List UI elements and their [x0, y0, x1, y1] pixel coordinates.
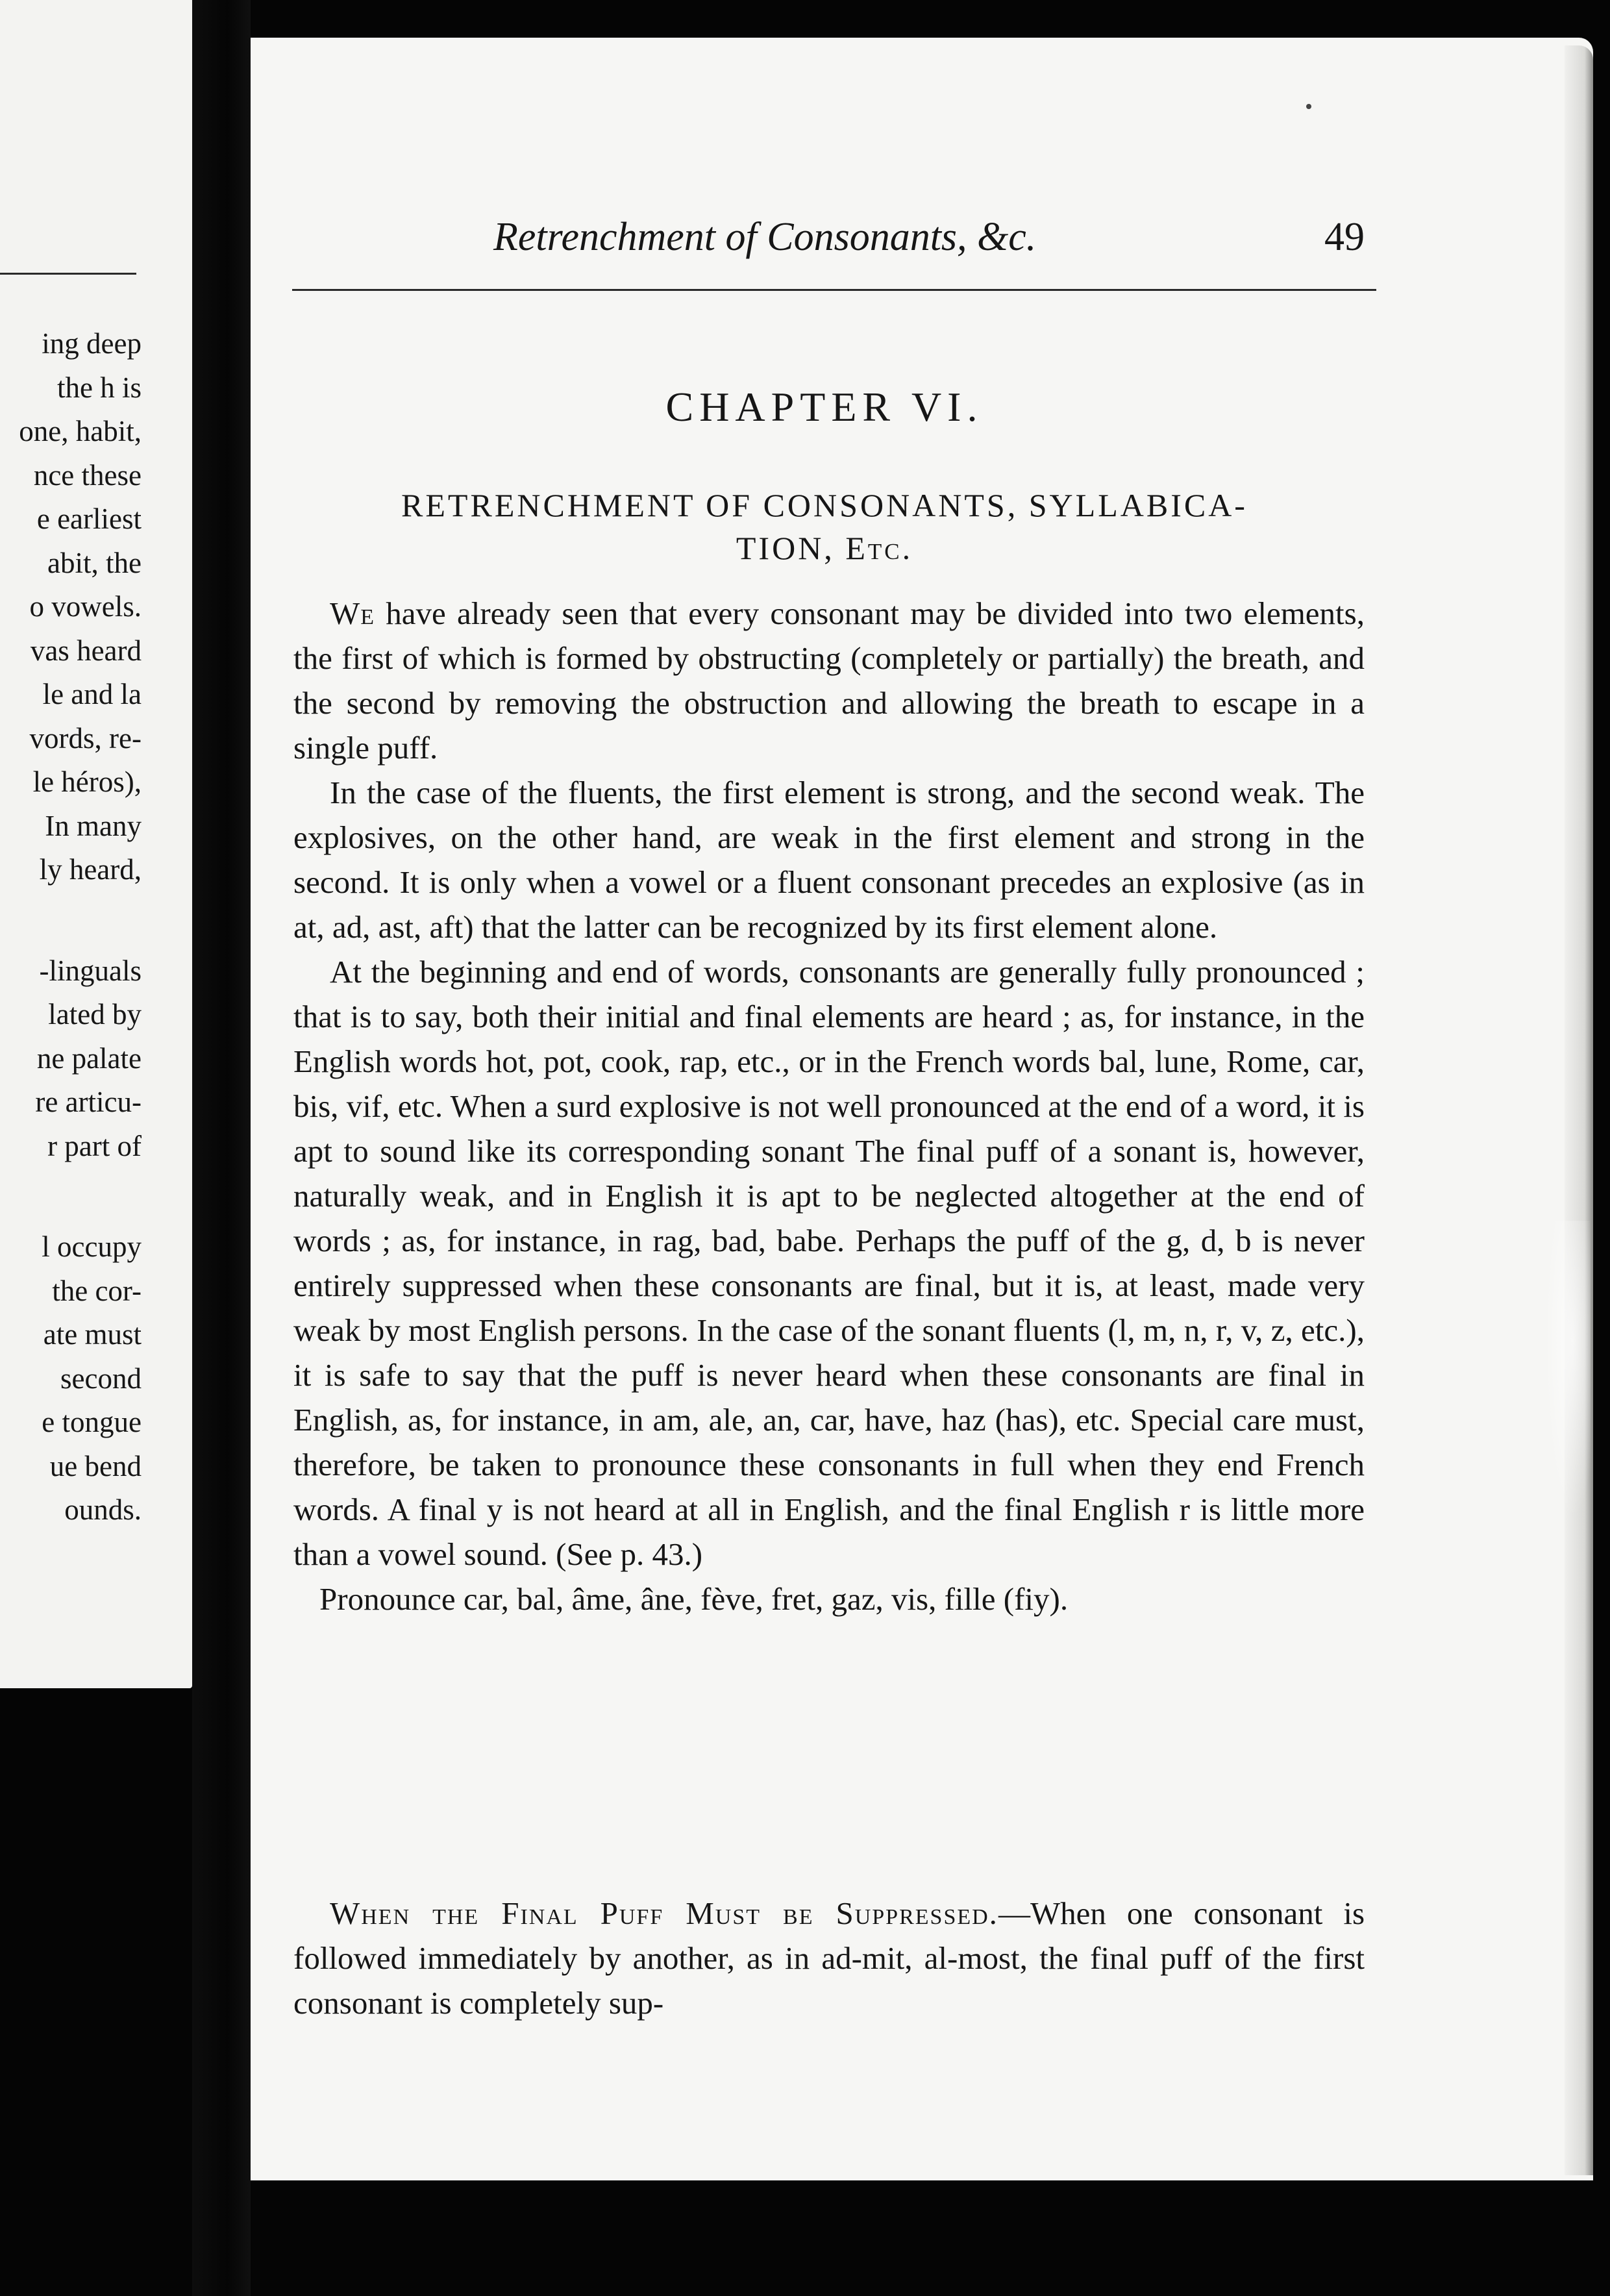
paragraph-1-text: have already seen that every consonant may be divided into two elements, the first of which is formed by obstructing (completely or partially) the breath, and the second by removing the obstruction and allowing the breath to escape in a single puff.: [293, 595, 1365, 766]
left-page-gap: [0, 1168, 142, 1225]
left-page-line: the h is: [57, 371, 142, 404]
left-page-line: vords, re-: [29, 721, 142, 755]
paragraph-2: In the case of the fluents, the first element is strong, and the second weak. The explosives, on the other hand, are weak in the first element and strong in the second. It is only when a vowel or a fluent consonant precedes an explosive (as in at, ad, ast, aft) that the latter can be recognized by its first element alone.: [293, 775, 1365, 945]
left-page-line: In many: [45, 809, 142, 842]
chapter-subtitle-line2: [286, 527, 1363, 569]
paragraph-4-text: —When one consonant is followed immediately by another, as in ad-mit, al-most, the final puff of the first consonant is completely sup-: [293, 1895, 1365, 2021]
left-page-line: the cor-: [52, 1274, 142, 1307]
paragraph-1: [293, 591, 1365, 770]
left-page-gap: [0, 892, 142, 949]
left-page-line: re articu-: [35, 1086, 142, 1118]
left-page-text-column: [0, 322, 142, 1532]
paragraph-3: At the beginning and end of words, consonants are generally fully pronounced ; that is to say, both their initial and final elements are heard ; as, for instance, in the English words hot, pot, cook, rap, etc., or in the French words bal, lune, Rome, car, bis, vif, etc. When a surd explosive is not well pronounced at the end of a word, it is apt to sound like its corresponding sonant The final puff of a sonant is, however, naturally weak, and in English it is apt to be neglected altogether at the end of words ; as, for instance, in rag, bad, babe. Perhaps the puff of the g, d, b is never entirely suppressed when these consonants are final, but it is, at least, made very weak by most English persons. In the case of the sonant fluents (l, m, n, r, v, z, etc.), it is safe to say that the puff is never heard when these consonants are final in English, as, for instance, in am, ale, an, car, have, haz (has), etc. Special care must, therefore, be taken to pronounce these consonants in full when they end French words. A final y is not heard at all in English, and the final English r is little more than a vowel sound. (See p. 43.): [293, 954, 1365, 1572]
left-page-line: ate must: [43, 1318, 142, 1351]
left-page-line: le and la: [42, 678, 142, 710]
left-page-line: e earliest: [36, 503, 142, 535]
left-page-line: one, habit,: [19, 415, 142, 447]
left-page-line: r part of: [47, 1129, 142, 1162]
left-page-line: lated by: [48, 998, 142, 1030]
left-page-line: o vowels.: [29, 590, 142, 623]
left-page-header-rule: [0, 273, 136, 275]
paragraph-4-heading: When the Final Puff Must be Suppressed.: [330, 1895, 998, 1931]
left-page-line: second: [60, 1362, 142, 1395]
left-page-line: le héros),: [32, 766, 142, 798]
ink-speck: [1306, 104, 1311, 109]
left-page-line: ue bend: [49, 1449, 142, 1482]
bottom-text: [293, 1891, 1365, 2025]
chapter-title: CHAPTER VI.: [665, 384, 984, 430]
page-number: 49: [1324, 215, 1365, 259]
paragraph-4: [293, 1891, 1365, 2025]
left-page-line: l occupy: [42, 1230, 142, 1263]
chapter-subtitle: [286, 484, 1363, 569]
chapter-subtitle-line1: RETRENCHMENT OF CONSONANTS, SYLLABICA-: [401, 487, 1248, 523]
paragraph-1-lead: We: [330, 595, 375, 631]
left-page-line: nce these: [33, 458, 142, 492]
left-page-line: abit, the: [47, 546, 142, 579]
left-page-line: ounds.: [64, 1493, 142, 1526]
left-page-line: ing deep: [42, 327, 142, 360]
left-page-line: vas heard: [30, 634, 142, 667]
pronounce-line: Pronounce car, bal, âme, âne, fève, fret, gaz, vis, fille (fiy).: [319, 1581, 1069, 1617]
page-glare: [1545, 1221, 1591, 1519]
running-header-title: Retrenchment of Consonants, &c.: [493, 215, 1037, 259]
chapter-subtitle-line2-main: TION,: [736, 530, 846, 566]
header-rule: [292, 289, 1376, 291]
page-edge: [1565, 45, 1593, 2175]
chapter-subtitle-etc: Etc.: [845, 530, 913, 566]
left-facing-page: [0, 0, 192, 1688]
left-page-line: ne palate: [36, 1042, 142, 1075]
left-page-line: -linguals: [39, 954, 142, 987]
book-gutter: [192, 0, 251, 2296]
body-text: [293, 591, 1365, 1621]
left-page-line: ly heard,: [39, 853, 142, 886]
left-page-line: e tongue: [42, 1406, 142, 1438]
